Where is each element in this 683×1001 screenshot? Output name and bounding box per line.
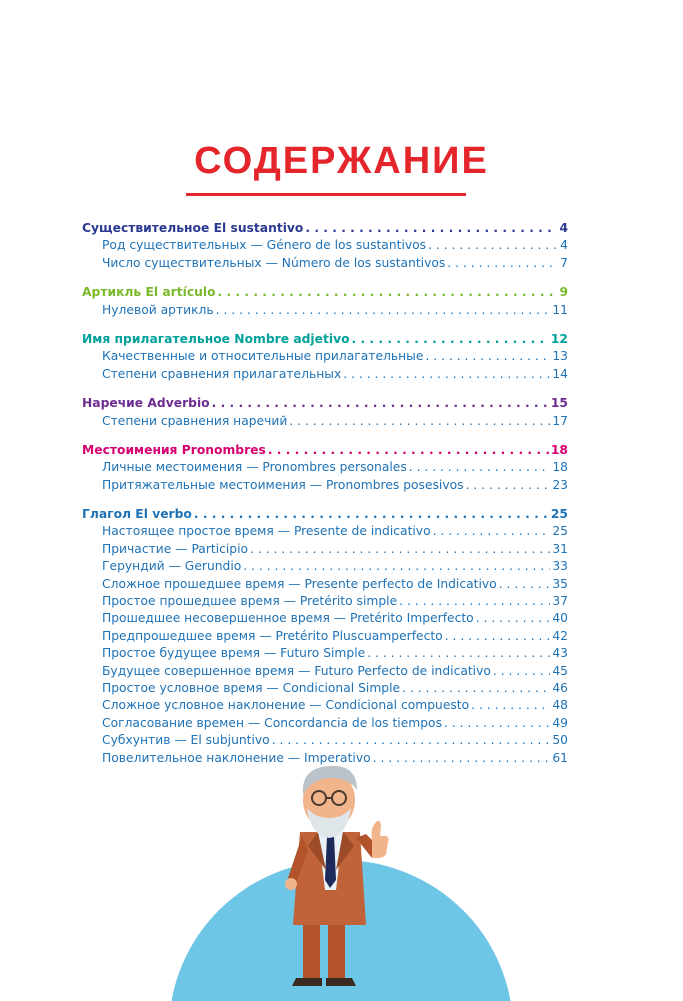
toc-entry[interactable] — [82, 460, 568, 477]
toc-label: Качественные и относительные прилагательные — [102, 349, 424, 364]
dot-leader — [425, 349, 550, 363]
toc-page-number: 23 — [552, 477, 568, 492]
toc-heading[interactable] — [82, 285, 568, 302]
dot-leader — [471, 698, 550, 712]
toc-page-number: 49 — [552, 715, 568, 730]
toc-entry[interactable] — [82, 478, 568, 495]
toc-heading[interactable] — [82, 443, 568, 460]
dot-leader — [243, 559, 550, 573]
toc-page-number: 40 — [552, 611, 568, 626]
dot-leader — [289, 414, 550, 428]
toc-page-number: 46 — [552, 680, 568, 695]
toc-entry[interactable] — [82, 303, 568, 320]
dot-leader — [250, 542, 550, 556]
toc-page-number: 13 — [552, 349, 568, 364]
toc-entry[interactable] — [82, 256, 568, 273]
dot-leader — [305, 221, 557, 235]
toc-label: Повелительное наклонение — Imperativo — [102, 750, 371, 765]
toc-section — [82, 221, 568, 273]
professor-hand-left — [285, 878, 297, 890]
toc-label: Существительное El sustantivo — [82, 221, 304, 235]
toc-section — [82, 396, 568, 431]
dot-leader — [212, 396, 549, 410]
toc-page-number: 14 — [552, 366, 568, 381]
dot-leader — [428, 238, 558, 252]
toc-page-number: 37 — [552, 594, 568, 609]
dot-leader — [444, 716, 550, 730]
toc-entry[interactable] — [82, 611, 568, 628]
page-title: СОДЕРЖАНИЕ — [194, 140, 489, 182]
toc-entry[interactable] — [82, 698, 568, 715]
table-of-contents — [82, 221, 568, 780]
toc-label: Простое условное время — Condicional Simple — [102, 680, 401, 695]
toc-page-number: 7 — [560, 255, 568, 270]
toc-entry[interactable] — [82, 681, 568, 698]
toc-label: Нулевой артикль — [102, 302, 214, 317]
toc-entry[interactable] — [82, 559, 568, 576]
dot-leader — [499, 577, 551, 591]
toc-label: Субхунтив — El subjuntivo — [102, 733, 270, 748]
toc-label: Местоимения Pronombres — [82, 442, 266, 457]
toc-label: Глагол El verbo — [82, 507, 192, 522]
toc-entry[interactable] — [82, 594, 568, 611]
dot-leader — [445, 629, 551, 643]
dot-leader — [447, 256, 558, 270]
dot-leader — [399, 594, 550, 608]
toc-label: Герундий — Gerundio — [102, 559, 242, 574]
toc-page-number: 18 — [552, 460, 568, 475]
toc-page-number: 35 — [552, 576, 568, 591]
toc-label: Предпрошедшее время — Pretérito Pluscuamperfecto — [102, 628, 443, 643]
dot-leader — [343, 367, 550, 381]
professor-shoe-left — [292, 978, 322, 986]
toc-entry[interactable] — [82, 414, 568, 431]
professor-leg-right — [328, 920, 345, 982]
professor-illustration — [0, 750, 683, 1001]
toc-label: Сложное условное наклонение — Condicional compuesto — [102, 698, 470, 713]
toc-heading[interactable] — [82, 332, 568, 349]
toc-section — [82, 285, 568, 320]
toc-section — [82, 332, 568, 384]
toc-page-number: 43 — [552, 646, 568, 661]
dot-leader — [493, 664, 550, 678]
toc-page-number: 18 — [550, 442, 568, 457]
dot-leader — [218, 285, 558, 299]
toc-heading[interactable] — [82, 507, 568, 524]
dot-leader — [433, 524, 551, 538]
dot-leader — [466, 478, 551, 492]
dot-leader — [476, 611, 551, 625]
title-underline — [186, 193, 466, 196]
toc-label: Будущее совершенное время — Futuro Perfecto de indicativo — [102, 663, 491, 678]
toc-label: Наречие Adverbio — [82, 396, 210, 411]
toc-section — [82, 507, 568, 768]
dot-leader — [352, 332, 549, 346]
toc-page-number: 33 — [552, 559, 568, 574]
dot-leader — [367, 646, 550, 660]
toc-label: Причастие — Participio — [102, 541, 249, 556]
toc-label: Личные местоимения — Pronombres personales — [102, 460, 407, 475]
toc-page-number: 4 — [559, 221, 568, 235]
toc-entry[interactable] — [82, 716, 568, 733]
toc-entry[interactable] — [82, 238, 568, 255]
dot-leader — [402, 681, 550, 695]
toc-entry[interactable] — [82, 733, 568, 750]
toc-page-number: 11 — [552, 302, 568, 317]
toc-label: Настоящее простое время — Presente de indicativo — [102, 524, 431, 539]
professor-shoe-right — [326, 978, 356, 986]
toc-entry[interactable] — [82, 629, 568, 646]
toc-page-number: 42 — [552, 628, 568, 643]
toc-page-number: 9 — [559, 285, 568, 300]
toc-label: Имя прилагательное Nombre adjetivo — [82, 331, 350, 346]
toc-page-number: 61 — [552, 750, 568, 765]
toc-label: Степени сравнения прилагательных — [102, 366, 342, 381]
toc-page-number: 15 — [550, 396, 568, 411]
dot-leader — [268, 443, 549, 457]
toc-page-number: 12 — [550, 331, 568, 346]
dot-leader — [194, 507, 549, 521]
toc-entry[interactable] — [82, 577, 568, 594]
toc-label: Род существительных — Género de los sustantivos — [102, 238, 427, 253]
toc-heading[interactable] — [82, 221, 568, 238]
toc-entry[interactable] — [82, 542, 568, 559]
toc-entry[interactable] — [82, 349, 568, 366]
toc-label: Прошедшее несовершенное время — Pretérito Imperfecto — [102, 611, 474, 626]
toc-page-number: 48 — [552, 698, 568, 713]
toc-label: Притяжательные местоимения — Pronombres posesivos — [102, 477, 464, 492]
toc-page-number: 31 — [552, 541, 568, 556]
toc-section — [82, 443, 568, 495]
toc-page-number: 17 — [552, 413, 568, 428]
toc-label: Простое прошедшее время — Pretérito simple — [102, 594, 398, 609]
toc-page-number: 45 — [552, 663, 568, 678]
toc-entry[interactable] — [82, 367, 568, 384]
toc-label: Степени сравнения наречий — [102, 413, 288, 428]
toc-label: Число существительных — Número de los sustantivos — [102, 255, 446, 270]
toc-label: Сложное прошедшее время — Presente perfecto de Indicativo — [102, 576, 497, 591]
toc-page-number: 50 — [552, 733, 568, 748]
toc-page-number: 25 — [552, 524, 568, 539]
dot-leader — [409, 460, 551, 474]
toc-label: Простое будущее время — Futuro Simple — [102, 646, 366, 661]
professor-hand-right — [372, 821, 389, 858]
toc-page-number: 4 — [560, 238, 568, 253]
toc-entry[interactable] — [82, 524, 568, 541]
toc-heading[interactable] — [82, 396, 568, 413]
dot-leader — [216, 303, 551, 317]
toc-page-number: 25 — [550, 507, 568, 522]
dot-leader — [272, 733, 551, 747]
toc-entry[interactable] — [82, 646, 568, 663]
toc-label: Артикль El artículo — [82, 285, 216, 300]
professor-leg-left — [303, 920, 320, 982]
professor-tie — [325, 836, 336, 888]
toc-label: Согласование времен — Concordancia de los tiempos — [102, 715, 442, 730]
toc-entry[interactable] — [82, 664, 568, 681]
